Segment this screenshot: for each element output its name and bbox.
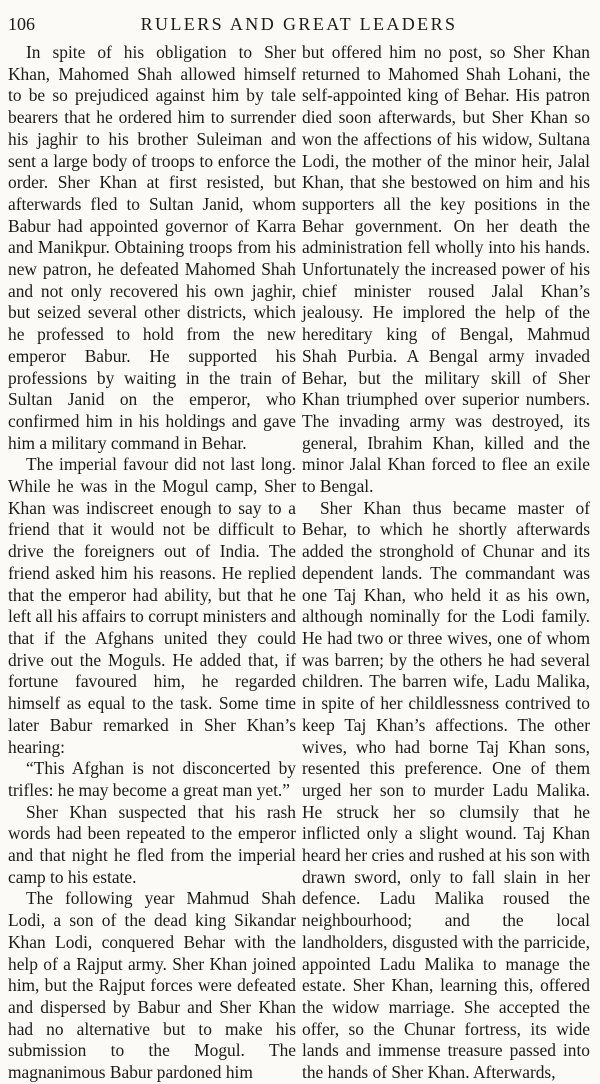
page-number: 106 bbox=[8, 14, 35, 34]
right-column bbox=[302, 42, 590, 1084]
paragraph: The imperial favour did not last long. While he was in the Mogul camp, Sher Khan was indiscreet enough to say to a friend that it would not be difficult to drive the foreigners out of India. The friend asked him his reasons. He replied that the emperor had ability, but that he left all his affairs to corrupt ministers and that if the Afghans united they could drive out the Moguls. He added that, if fortune favoured him, he regarded himself as equal to the task. Some time later Babur remarked in Sher Khan’s hearing: bbox=[8, 454, 296, 757]
left-column bbox=[8, 42, 296, 1084]
quotation-paragraph: “This Afghan is not disconcerted by trifles: he may become a great man yet.” bbox=[8, 758, 296, 800]
paragraph: The following year Mahmud Shah Lodi, a son of the dead king Sikandar Khan Lodi, conquered Behar with the help of a Rajput army. Sher Khan joined him, but the Rajput forces were defeated and dispersed by Babur and Sher Khan had no alternative but to make his submission to the Mogul. The magnanimous Babur pardoned him bbox=[8, 888, 296, 1083]
running-head: RULERS AND GREAT LEADERS bbox=[140, 14, 458, 34]
paragraph: Sher Khan suspected that his rash words had been repeated to the emperor and that night he fled from the imperial camp to his estate. bbox=[8, 801, 296, 887]
paragraph-continuation: but offered him no post, so Sher Khan returned to Mahomed Shah Lohani, the self-appointed king of Behar. His patron died soon afterwards, but Sher Khan so won the affections of his widow, Sultana Lodi, the mother of the minor heir, Jalal Khan, that she bestowed on him and his supporters all the key positions in the Behar government. On her death the administration fell wholly into his hands. Unfortunately the increased power of his chief minister roused Jalal Khan’s jealousy. He implored the help of the hereditary king of Bengal, Mahmud Shah Purbia. A Bengal army invaded Behar, but the military skill of Sher Khan triumphed over superior numbers. The invading army was destroyed, its general, Ibrahim Khan, killed and the minor Jalal Khan forced to flee an exile to Bengal. bbox=[302, 42, 590, 497]
text-columns bbox=[8, 42, 590, 1084]
paragraph: Sher Khan thus became master of Behar, to which he shortly afterwards added the stronghold of Chunar and its dependent lands. The commandant was one Taj Khan, who held it as his own, although nominally for the Lodi family. He had two or three wives, one of whom was barren; by the others he had several children. The barren wife, Ladu Malika, in spite of her childlessness contrived to keep Taj Khan’s affections. The other wives, who had borne Taj Khan sons, resented this preference. One of them urged her son to murder Ladu Malika. He struck her so clumsily that he inflicted only a slight wound. Taj Khan heard her cries and rushed at his son with drawn sword, only to fall slain in her defence. Ladu Malika roused the neighbourhood; and the local landholders, disgusted with the parricide, appointed Ladu Malika to manage the estate. Sher Khan, learning this, offered the widow marriage. She accepted the offer, so the Chunar fortress, its wide lands and immense treasure passed into the hands of Sher Khan. Afterwards, bbox=[302, 497, 590, 1083]
paragraph: In spite of his obligation to Sher Khan, Mahomed Shah allowed himself to be so prejudiced against him by tale bearers that he ordered him to surrender his jaghir to his brother Suleiman and sent a large body of troops to enforce the order. Sher Khan at first resisted, but afterwards fled to Sultan Janid, whom Babur had appointed governor of Karra and Manikpur. Obtaining troops from his new patron, he defeated Mahomed Shah and not only recovered his own jaghir, but seized several other districts, which he professed to hold from the new emperor Babur. He supported his professions by waiting in the train of Sultan Janid on the emperor, who confirmed him in his holdings and gave him a military command in Behar. bbox=[8, 42, 296, 453]
page-header bbox=[8, 14, 590, 42]
